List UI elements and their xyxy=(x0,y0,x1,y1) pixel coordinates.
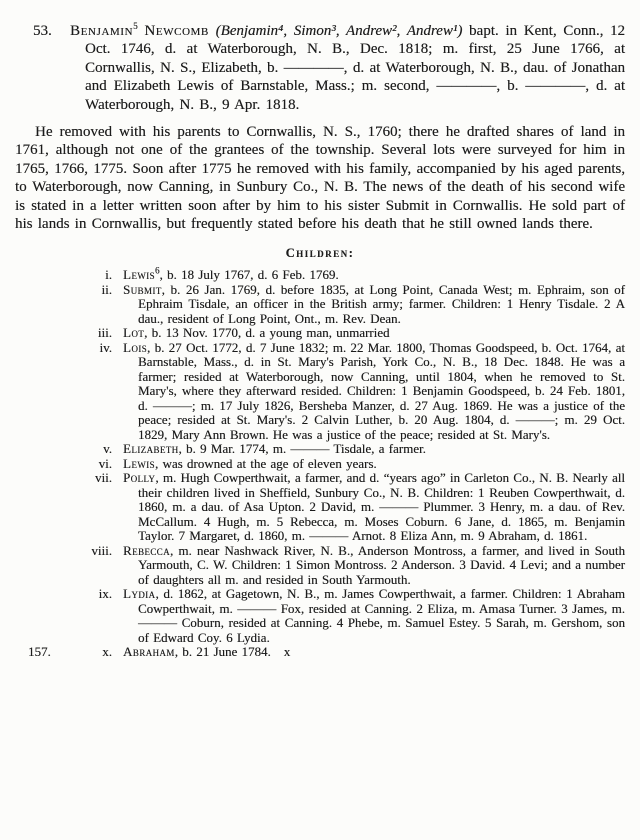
child-entry xyxy=(15,341,625,443)
child-entry xyxy=(15,587,625,645)
child-entry xyxy=(15,268,625,283)
child-roman-numeral: ix. xyxy=(98,586,112,602)
child-roman-numeral: i. xyxy=(105,267,112,283)
child-entry xyxy=(15,283,625,327)
child-roman-numeral: iii. xyxy=(97,325,112,341)
entry-details: bapt. in Kent, Conn., 12 Oct. 1746, d. at Waterborough, N. B., Dec. 1818; m. first, 25 June 1766, at Cornwallis, N. S., Elizabeth, b. ————, d. at Waterborough, N. B., dau. of Jonathan and Elizabeth Lewis of Barnstable, Mass.; m. second, ————, b. ————, d. at Waterborough, N. B., 9 Apr. 1818. xyxy=(85,23,626,113)
child-generation-superscript: 6 xyxy=(154,266,160,277)
child-roman-numeral: ii. xyxy=(101,281,112,297)
child-roman-numeral: iv. xyxy=(99,339,112,355)
entry-number: 53. xyxy=(33,23,52,39)
child-details: , b. 26 Jan. 1769, d. before 1835, at Long Point, Canada West; m. Ephraim, son of Ephraim Tisdale, an officer in the British army; farmer. Children: 1 Henry Tisdale. 2 A dau., resident of Long Point, Ont., m. Rev. Dean. xyxy=(138,281,625,326)
child-details: , d. 1862, at Gagetown, N. B., m. James Cowperthwait, a farmer. Children: 1 Abraham Cowperthwait, m. ——— Fox, resided at Canning. 2 Eliza, m. Amasa Turner. 3 James, m. ——— Coburn, resided at Canning. 4 Phebe, m. Samuel Estey. 5 Sarah, m. Gershom, son of Edward Coy. 6 Lydia. xyxy=(138,586,625,645)
child-roman-numeral: vi. xyxy=(98,455,112,471)
child-name: Lewis xyxy=(123,455,155,471)
entry-name: Benjamin xyxy=(70,23,134,39)
child-entry xyxy=(15,457,625,472)
children-list xyxy=(15,268,625,660)
child-entry xyxy=(15,326,625,341)
child-name: Elizabeth xyxy=(123,441,179,457)
child-details: , b. 27 Oct. 1772, d. 7 June 1832; m. 22 Mar. 1800, Thomas Goodspeed, b. Oct. 1764, at Barnstable, Mass., d. in St. Mary's Parish, York Co., N. B., 18 Dec. 1848. He was a farmer; resided at Waterborough, now Canning, until 1804, when he removed to St. Mary's, where they afterward resided. Children: 1 Benjamin Goodspeed, b. 24 Feb. 1801, d. ———; m. 17 July 1826, Bersheba Manzer, d. 27 Aug. 1869. He was a justice of the peace; resided at St. Mary's. 2 Calvin Luther, b. 20 Aug. 1804, d. ———; m. 29 Oct. 1829, Mary Ann Brown. He was a justice of the peace; resided at St. Mary's. xyxy=(138,339,625,442)
child-details: , b. 21 June 1784. x xyxy=(174,644,291,660)
child-details: , was drowned at the age of eleven years. xyxy=(154,455,377,471)
child-details: , b. 13 Nov. 1770, d. a young man, unmarried xyxy=(144,325,390,341)
child-details: , b. 18 July 1767, d. 6 Feb. 1769. xyxy=(159,267,339,283)
child-details: , m. Hugh Cowperthwait, a farmer, and d. “years ago” in Carleton Co., N. B. Nearly all their children lived in Sheffield, Sunbury Co., N. B. Children: 1 Reuben Cowperthwait, d. 1860, m. a dau. of Asa Upton. 2 David, m. ——— Plummer. 3 Henry, m. a dau. of Rev. McCallum. 4 Hugh, m. 5 Rebecca, m. Moses Coburn. 6 Jane, d. 1865, m. Benjamin Taylor. 7 Margaret, d. 1860, m. ——— Arnot. 8 Eliza Ann, m. 9 Abraham, d. 1861. xyxy=(138,470,625,544)
child-entry xyxy=(15,471,625,544)
child-name: Polly xyxy=(123,470,156,486)
child-name: Lois xyxy=(123,339,148,355)
child-roman-numeral: x. xyxy=(102,644,112,660)
child-name: Lot xyxy=(123,325,145,341)
child-details: , b. 9 Mar. 1774, m. ——— Tisdale, a farmer. xyxy=(178,441,426,457)
margin-entry-number: 157. xyxy=(28,644,51,660)
child-name: Abraham xyxy=(123,644,175,660)
child-roman-numeral: v. xyxy=(103,441,112,457)
child-roman-numeral: viii. xyxy=(91,542,112,558)
child-entry xyxy=(15,544,625,588)
entry-surname: Newcomb xyxy=(144,23,209,39)
child-name: Submit xyxy=(123,281,162,297)
child-name: Lydia xyxy=(123,586,156,602)
entry-lineage: (Benjamin⁴, Simon³, Andrew², Andrew¹) xyxy=(215,23,463,39)
biography-paragraph: He removed with his parents to Cornwallis, N. S., 1760; there he drafted shares of land in 1761, although not one of the grantees of the township. Several lots were surveyed for him in 1765, 1766, 1775. Soon after 1775 he removed with his family, accompanied by his aged parents, to Waterborough, now Canning, in Sunbury Co., N. B. The news of the death of his second wife is stated in a letter written soon after by him to his sister Submit in Cornwallis. He sold part of his lands in Cornwallis, but frequently stated before his death that he still owned lands there. xyxy=(15,124,625,233)
entry-generation-superscript: 5 xyxy=(133,21,138,31)
child-entry xyxy=(15,645,625,660)
child-name: Rebecca xyxy=(123,542,170,558)
child-name: Lewis xyxy=(123,267,155,283)
children-heading: Children: xyxy=(285,246,355,261)
child-details: , m. near Nashwack River, N. B., Anderson Montross, a farmer, and lived in South Yarmouth, C. W. Children: 1 Simon Montross. 2 Anderson. 3 David. 4 Levi; and a number of daughters all m. and resided in South Yarmouth. xyxy=(138,542,625,587)
child-entry xyxy=(15,442,625,457)
entry-heading xyxy=(15,22,625,114)
child-roman-numeral: vii. xyxy=(95,470,112,486)
